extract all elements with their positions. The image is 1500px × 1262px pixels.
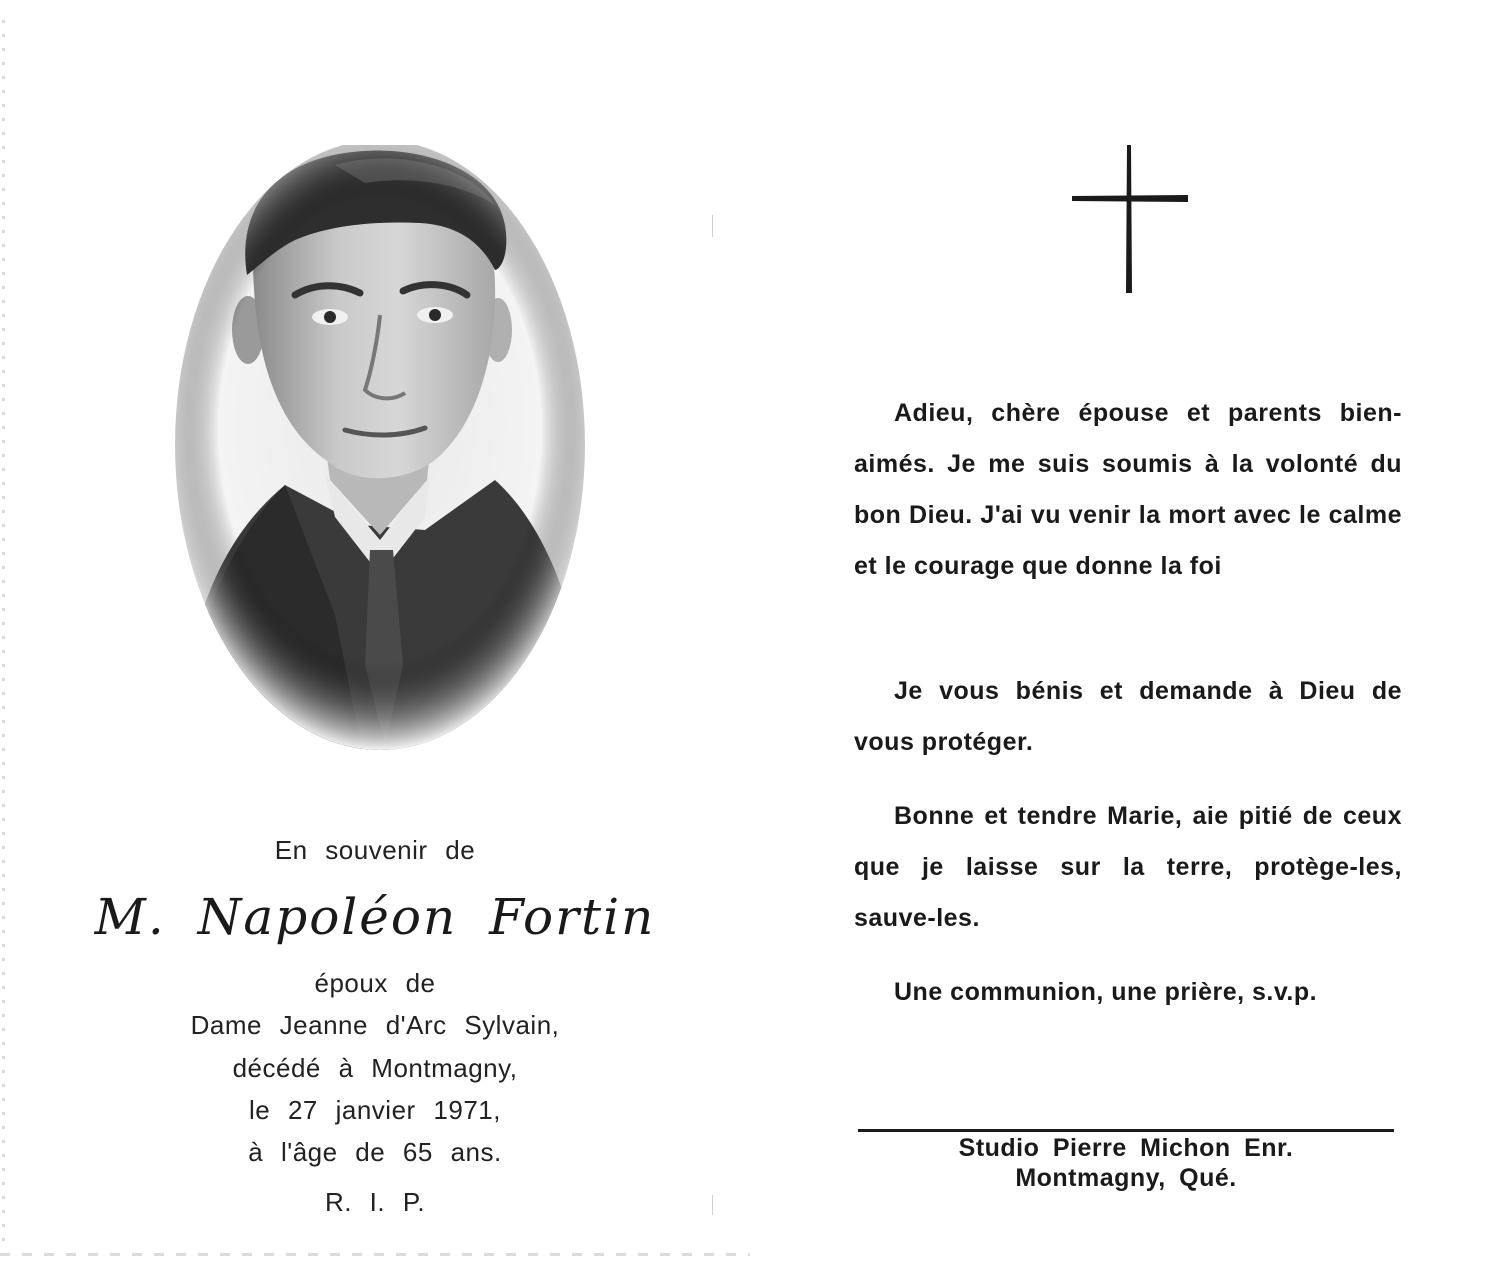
prayer-paragraph bbox=[854, 791, 1402, 944]
perforated-edge-bottom bbox=[0, 1253, 750, 1256]
farewell-paragraph bbox=[854, 388, 1402, 592]
paragraph-text: Bonne et tendre Marie, aie pitié de ceux que je laisse sur la terre, protège-les, sauve-les. bbox=[854, 802, 1402, 932]
memorial-intro: En souvenir de bbox=[274, 835, 476, 865]
deceased-name: M. Napoléon Fortin bbox=[94, 888, 656, 946]
paragraph-text: Adieu, chère épouse et parents bien-aimés. Je me suis soumis à la volonté du bon Dieu. J'ai vu venir la mort avec le calme et le courage que donne la foi bbox=[854, 399, 1402, 580]
portrait-photo bbox=[165, 145, 595, 765]
studio-location: Montmagny, Qué. bbox=[1015, 1164, 1237, 1192]
request-paragraph bbox=[854, 967, 1402, 1018]
perforated-edge-bottom bbox=[750, 1253, 1500, 1256]
spouse-name: Dame Jeanne d'Arc Sylvain, bbox=[190, 1010, 560, 1040]
divider-line bbox=[858, 1129, 1394, 1132]
death-place: décédé à Montmagny, bbox=[232, 1053, 518, 1083]
blessing-paragraph bbox=[854, 666, 1402, 768]
memorial-card-back bbox=[750, 0, 1500, 1262]
paragraph-text: Je vous bénis et demande à Dieu de vous protéger. bbox=[854, 677, 1402, 756]
death-date: le 27 janvier 1971, bbox=[249, 1095, 501, 1125]
paragraph-text: Une communion, une prière, s.v.p. bbox=[894, 978, 1318, 1006]
card-edge-mark bbox=[712, 215, 713, 237]
rip-text: R. I. P. bbox=[324, 1187, 426, 1217]
cross-icon bbox=[1070, 145, 1190, 293]
spouse-label: époux de bbox=[314, 968, 436, 998]
studio-name: Studio Pierre Michon Enr. bbox=[958, 1134, 1294, 1162]
age-at-death: à l'âge de 65 ans. bbox=[248, 1137, 502, 1167]
